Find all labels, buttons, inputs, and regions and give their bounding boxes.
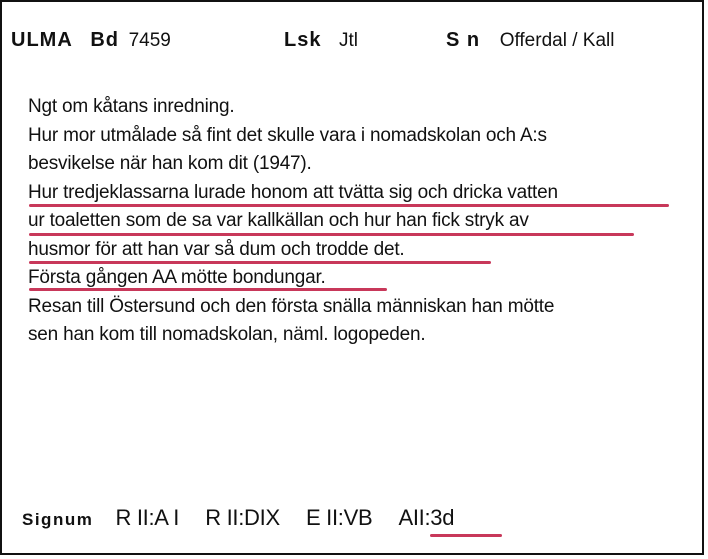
lsk-header	[284, 29, 358, 52]
body-line: Hur mor utmålade så fint det skulle vara i nomadskolan och A:s	[28, 124, 547, 146]
bd-label: Bd	[90, 29, 119, 51]
signum-code: E II:VB	[305, 505, 373, 530]
lsk-value: Jtl	[339, 30, 359, 51]
signum-label: Signum	[22, 510, 94, 529]
red-underline	[29, 204, 669, 207]
sn-label: S n	[446, 29, 481, 51]
signum-code: R II:DIX	[205, 505, 280, 530]
sn-value: Offerdal / Kall	[499, 30, 615, 51]
body-line: besvikelse när han kom dit (1947).	[28, 153, 312, 174]
red-underline	[29, 233, 634, 236]
signum-code: R II:A I	[115, 505, 180, 530]
red-underline	[29, 261, 491, 264]
red-underline	[29, 288, 387, 291]
body-line: ur toaletten som de sa var kallkällan och hur han fick stryk av	[28, 210, 529, 231]
body-line: Resan till Östersund och den första snälla människan han mötte	[28, 295, 555, 317]
signum-row	[22, 505, 474, 531]
body-line: husmor för att han var så dum och trodde det.	[28, 238, 405, 260]
bd-value: 7459	[128, 30, 171, 51]
card-body-text	[28, 93, 558, 350]
lsk-label: Lsk	[284, 29, 322, 51]
signum-code: AII:3d	[398, 505, 455, 530]
body-line: Hur tredjeklassarna lurade honom att tvätta sig och dricka vatten	[28, 181, 558, 203]
ulma-label: ULMA	[11, 29, 73, 51]
red-underline	[430, 534, 502, 537]
sn-header	[446, 29, 614, 52]
body-line: sen han kom till nomadskolan, näml. logopeden.	[28, 324, 426, 345]
ulma-header	[11, 29, 171, 52]
body-line: Ngt om kåtans inredning.	[28, 96, 235, 117]
body-line: Första gången AA mötte bondungar.	[28, 267, 326, 288]
